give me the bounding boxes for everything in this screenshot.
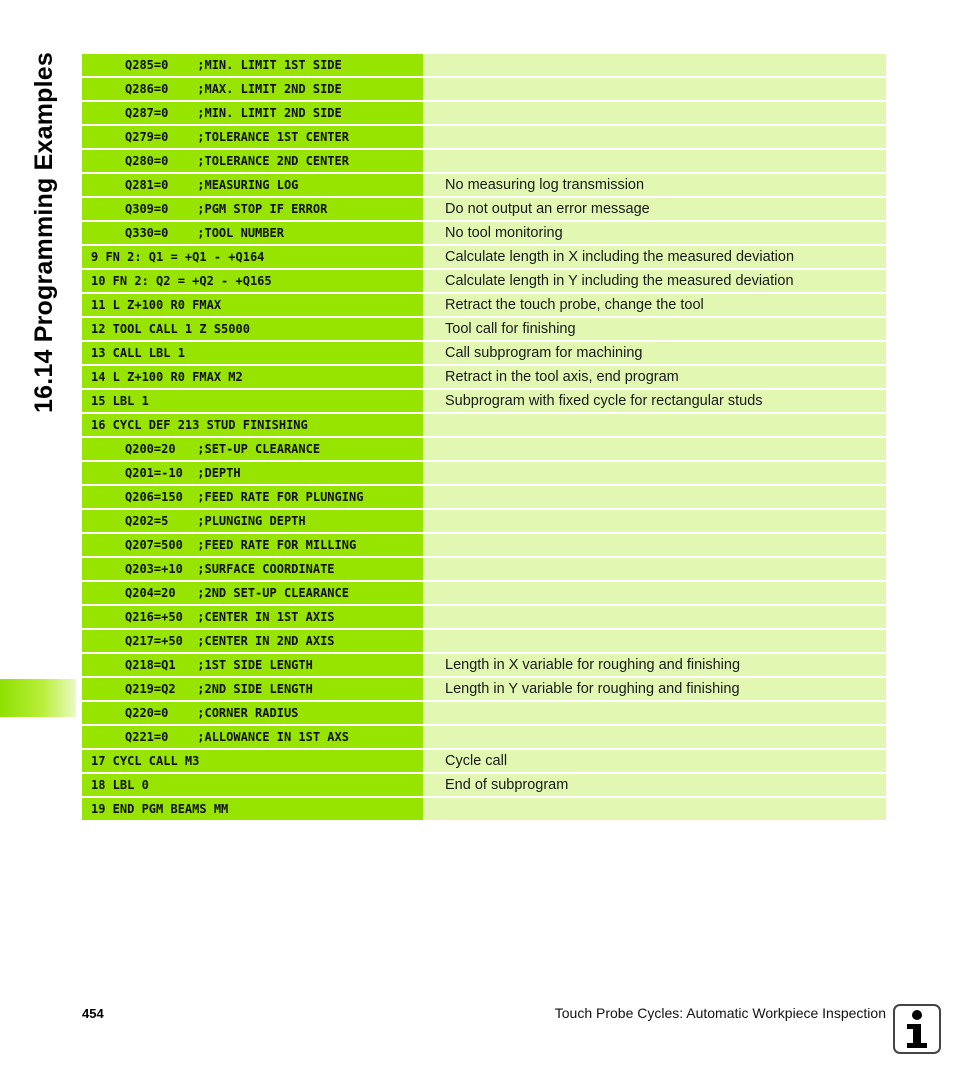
- nc-code-cell: 19 END PGM BEAMS MM: [82, 798, 423, 820]
- description-cell: Call subprogram for machining: [423, 342, 886, 364]
- description-cell: Calculate length in X including the measured deviation: [423, 246, 886, 268]
- page-number: 454: [82, 1006, 104, 1021]
- nc-code-cell: Q220=0 ;CORNER RADIUS: [82, 702, 423, 724]
- nc-code-cell: 12 TOOL CALL 1 Z S5000: [82, 318, 423, 340]
- program-table: [82, 54, 886, 822]
- nc-code-cell: 10 FN 2: Q2 = +Q2 - +Q165: [82, 270, 423, 292]
- nc-code-cell: Q217=+50 ;CENTER IN 2ND AXIS: [82, 630, 423, 652]
- nc-code-cell: Q287=0 ;MIN. LIMIT 2ND SIDE: [82, 102, 423, 124]
- table-row: [82, 750, 886, 772]
- table-row: [82, 486, 886, 508]
- description-cell: Calculate length in Y including the measured deviation: [423, 270, 886, 292]
- table-row: [82, 726, 886, 748]
- description-cell: [423, 702, 886, 724]
- table-row: [82, 438, 886, 460]
- description-cell: End of subprogram: [423, 774, 886, 796]
- description-cell: [423, 726, 886, 748]
- description-cell: Subprogram with fixed cycle for rectangular studs: [423, 390, 886, 412]
- table-row: [82, 342, 886, 364]
- description-cell: [423, 558, 886, 580]
- description-cell: [423, 102, 886, 124]
- nc-code-cell: 14 L Z+100 R0 FMAX M2: [82, 366, 423, 388]
- table-row: [82, 150, 886, 172]
- section-title-text: 16.14 Programming Examples: [29, 52, 58, 413]
- table-row: [82, 390, 886, 412]
- table-row: [82, 606, 886, 628]
- description-cell: [423, 78, 886, 100]
- table-row: [82, 126, 886, 148]
- table-row: [82, 774, 886, 796]
- description-cell: [423, 126, 886, 148]
- description-cell: [423, 606, 886, 628]
- table-row: [82, 462, 886, 484]
- nc-code-cell: Q281=0 ;MEASURING LOG: [82, 174, 423, 196]
- nc-code-cell: Q202=5 ;PLUNGING DEPTH: [82, 510, 423, 532]
- table-row: [82, 366, 886, 388]
- description-cell: Retract in the tool axis, end program: [423, 366, 886, 388]
- description-cell: No tool monitoring: [423, 222, 886, 244]
- table-row: [82, 702, 886, 724]
- nc-code-cell: Q207=500 ;FEED RATE FOR MILLING: [82, 534, 423, 556]
- nc-code-cell: Q219=Q2 ;2ND SIDE LENGTH: [82, 678, 423, 700]
- table-row: [82, 654, 886, 676]
- table-row: [82, 174, 886, 196]
- nc-code-cell: Q221=0 ;ALLOWANCE IN 1ST AXS: [82, 726, 423, 748]
- table-row: [82, 78, 886, 100]
- description-cell: [423, 438, 886, 460]
- info-icon-glyph: [903, 1009, 931, 1049]
- nc-code-cell: Q200=20 ;SET-UP CLEARANCE: [82, 438, 423, 460]
- table-row: [82, 678, 886, 700]
- description-cell: [423, 54, 886, 76]
- nc-code-cell: Q201=-10 ;DEPTH: [82, 462, 423, 484]
- nc-code-cell: Q309=0 ;PGM STOP IF ERROR: [82, 198, 423, 220]
- description-cell: Tool call for finishing: [423, 318, 886, 340]
- table-row: [82, 798, 886, 820]
- nc-code-cell: Q330=0 ;TOOL NUMBER: [82, 222, 423, 244]
- description-cell: [423, 798, 886, 820]
- description-cell: Length in X variable for roughing and finishing: [423, 654, 886, 676]
- table-row: [82, 102, 886, 124]
- nc-code-cell: 13 CALL LBL 1: [82, 342, 423, 364]
- description-cell: [423, 630, 886, 652]
- table-row: [82, 54, 886, 76]
- table-row: [82, 558, 886, 580]
- table-row: [82, 630, 886, 652]
- description-cell: [423, 486, 886, 508]
- description-cell: [423, 534, 886, 556]
- description-cell: Do not output an error message: [423, 198, 886, 220]
- section-title: [22, 50, 66, 415]
- description-cell: [423, 582, 886, 604]
- nc-code-cell: 11 L Z+100 R0 FMAX: [82, 294, 423, 316]
- description-cell: [423, 462, 886, 484]
- table-row: [82, 294, 886, 316]
- footer-title: Touch Probe Cycles: Automatic Workpiece Inspection: [554, 1005, 886, 1021]
- nc-code-cell: 9 FN 2: Q1 = +Q1 - +Q164: [82, 246, 423, 268]
- nc-code-cell: Q279=0 ;TOLERANCE 1ST CENTER: [82, 126, 423, 148]
- nc-code-cell: Q218=Q1 ;1ST SIDE LENGTH: [82, 654, 423, 676]
- table-row: [82, 510, 886, 532]
- description-cell: [423, 414, 886, 436]
- nc-code-cell: Q280=0 ;TOLERANCE 2ND CENTER: [82, 150, 423, 172]
- description-cell: [423, 150, 886, 172]
- table-row: [82, 534, 886, 556]
- nc-code-cell: 17 CYCL CALL M3: [82, 750, 423, 772]
- table-row: [82, 246, 886, 268]
- nc-code-cell: 18 LBL 0: [82, 774, 423, 796]
- description-cell: No measuring log transmission: [423, 174, 886, 196]
- description-cell: Length in Y variable for roughing and finishing: [423, 678, 886, 700]
- table-row: [82, 582, 886, 604]
- nc-code-cell: Q206=150 ;FEED RATE FOR PLUNGING: [82, 486, 423, 508]
- nc-code-cell: Q203=+10 ;SURFACE COORDINATE: [82, 558, 423, 580]
- nc-code-cell: Q285=0 ;MIN. LIMIT 1ST SIDE: [82, 54, 423, 76]
- nc-code-cell: Q216=+50 ;CENTER IN 1ST AXIS: [82, 606, 423, 628]
- description-cell: Cycle call: [423, 750, 886, 772]
- chapter-tab: [0, 679, 76, 717]
- table-row: [82, 318, 886, 340]
- nc-code-cell: Q204=20 ;2ND SET-UP CLEARANCE: [82, 582, 423, 604]
- table-row: [82, 198, 886, 220]
- table-row: [82, 414, 886, 436]
- description-cell: [423, 510, 886, 532]
- table-row: [82, 270, 886, 292]
- table-row: [82, 222, 886, 244]
- nc-code-cell: 16 CYCL DEF 213 STUD FINISHING: [82, 414, 423, 436]
- description-cell: Retract the touch probe, change the tool: [423, 294, 886, 316]
- nc-code-cell: Q286=0 ;MAX. LIMIT 2ND SIDE: [82, 78, 423, 100]
- nc-code-cell: 15 LBL 1: [82, 390, 423, 412]
- info-icon: [893, 1004, 941, 1054]
